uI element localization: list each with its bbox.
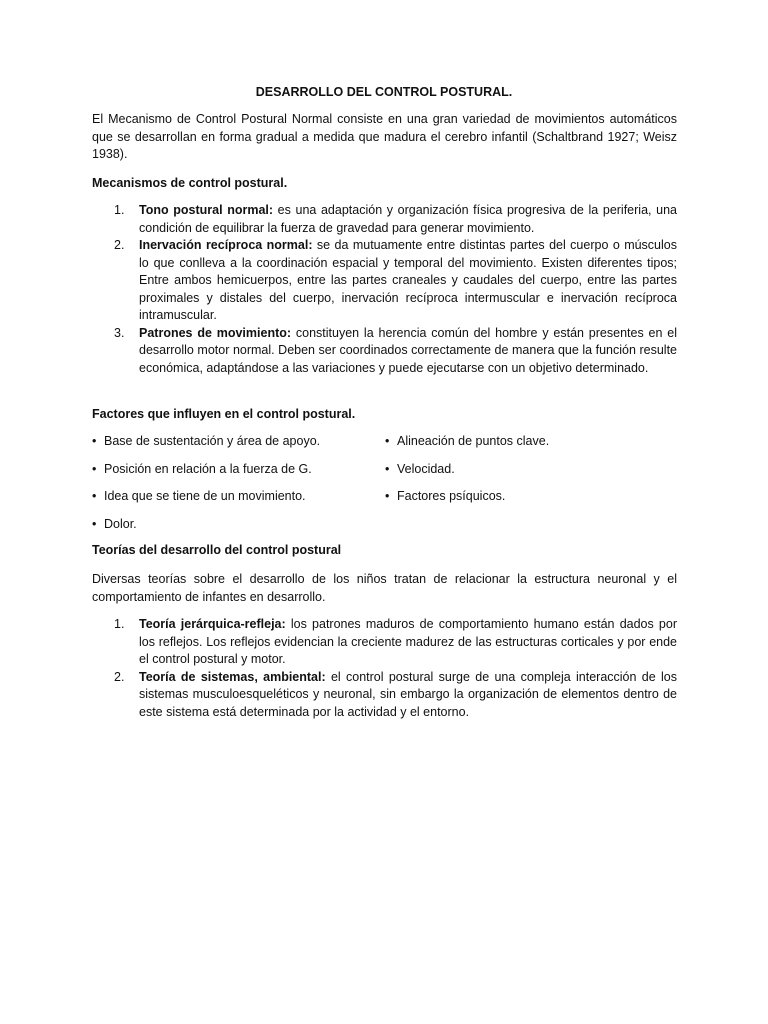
bullet: • xyxy=(385,461,390,476)
theories-heading: Teorías del desarrollo del control postural xyxy=(92,543,342,557)
theories-list-block xyxy=(92,616,677,721)
list-item-text: el control postural surge de una compleja interacción de los sistemas musculoesqueléticos y neuronal, sin embargo la organización de elementos dentro de este sistema está determinada por la actividad y el entorno. xyxy=(139,669,677,719)
factors-section xyxy=(92,406,677,424)
theories-section xyxy=(92,542,677,560)
list-item-term: Tono postural normal: xyxy=(139,203,274,217)
list-item: • Alineación de puntos clave. xyxy=(385,433,677,451)
factors-list xyxy=(92,433,677,533)
mechanisms-heading: Mecanismos de control postural. xyxy=(92,176,288,190)
factors-heading: Factores que influyen en el control postural. xyxy=(92,407,356,421)
list-item-number: 3. xyxy=(114,325,125,340)
list-item-text: es una adaptación y organización física progresiva de la periferia, una condición de equilibrar la fuerza de gravedad para generar movimiento. xyxy=(139,203,677,235)
list-item-text: constituyen la herencia común del hombre y están presentes en el desarrollo motor normal. Deben ser coordinados correctamente de manera que la función resulte económica, adaptándose a las variaciones y puede ejecutarse con un objetivo determinado. xyxy=(139,325,677,375)
list-item: • Velocidad. xyxy=(385,461,677,479)
list-item: • Base de sustentación y área de apoyo. xyxy=(92,433,385,451)
theories-intro: Diversas teorías sobre el desarrollo de los niños tratan de relacionar la estructura neuronal y el comportamiento de infantes en desarrollo. xyxy=(92,572,677,604)
list-item-term: Inervación recíproca normal: xyxy=(139,238,313,252)
list-item-term: Patrones de movimiento: xyxy=(139,325,292,340)
theories-intro-block xyxy=(92,571,677,606)
bullet: • xyxy=(92,434,97,448)
mechanisms-list xyxy=(92,202,677,377)
list-item: • Posición en relación a la fuerza de G. xyxy=(92,461,385,479)
bullet: • xyxy=(92,461,97,476)
intro-paragraph: El Mecanismo de Control Postural Normal consiste en una gran variedad de movimientos automáticos que se desarrollan en forma gradual a medida que madura el cerebro infantil (Schaltbrand 1927; Weisz 1938). xyxy=(92,112,677,161)
list-item-term: Teoría de sistemas, ambiental: xyxy=(139,669,326,684)
bullet: • xyxy=(385,434,390,448)
intro-block xyxy=(92,111,677,164)
bullet: • xyxy=(385,489,390,503)
mechanisms-section xyxy=(92,175,677,193)
list-item-term: Teoría jerárquica-refleja: xyxy=(139,617,286,631)
list-item-number: 1. xyxy=(114,203,125,217)
list-item-number: 2. xyxy=(114,238,125,252)
list-item-text: se da mutuamente entre distintas partes del cuerpo o músculos lo que conlleva a la coordinación espacial y temporal del movimiento. Existen diferentes tipos; Entre ambos hemicuerpos, entre las partes craneales y caudales del cuerpo, entre las partes proximales y distales del cuerpo, inervación recíproca intermuscular e inervación recíproca intramuscular. xyxy=(139,238,677,322)
document-title: DESARROLLO DEL CONTROL POSTURAL. xyxy=(255,85,513,99)
list-item: • Dolor. xyxy=(92,516,385,534)
bullet: • xyxy=(92,516,97,531)
list-item xyxy=(92,616,677,669)
bullet: • xyxy=(92,489,97,503)
theories-list xyxy=(92,616,677,721)
list-item xyxy=(92,202,677,237)
list-item xyxy=(92,237,677,325)
list-item xyxy=(92,669,677,722)
mechanisms-list-block xyxy=(92,202,677,377)
list-item: • Idea que se tiene de un movimiento. xyxy=(92,488,385,506)
list-item: • Factores psíquicos. xyxy=(385,488,677,506)
list-item-number: 1. xyxy=(114,617,125,631)
list-item-number: 2. xyxy=(114,669,125,684)
list-item xyxy=(92,325,677,378)
list-item-text: los patrones maduros de comportamiento humano están dados por los reflejos. Los reflejos evidencian la creciente madurez de las estructuras corticales y por ende el control postural y motor. xyxy=(139,617,678,666)
